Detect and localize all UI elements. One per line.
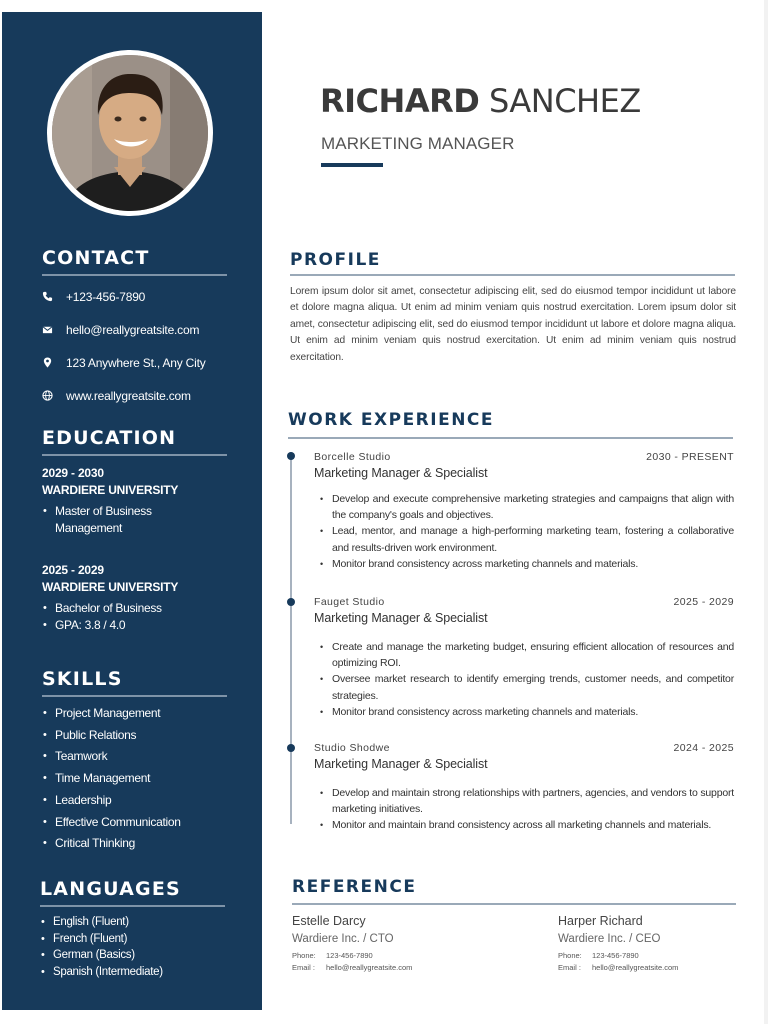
reference-name: Estelle Darcy [292,914,366,928]
reference-phone-label: Phone: [558,951,582,960]
profile-text: Lorem ipsum dolor sit amet, consectetur adipiscing elit, sed do eiusmod tempor incididunt ut labore et dolore magna aliqua. Ut enim ad minim veniam quis nostrud exercitation. Lorem ipsum dolor sit amet, consectetur adipiscing elit, sed do eiusmod tempor incididunt ut labore et dolore magna aliqua. Ut enim ad minim veniam quis nostrud exercitation. Ut enim ad minim veniam quis nostrud exercitation. [290,286,736,363]
education-section [42,427,227,634]
reference-email-value: hello@reallygreatsite.com [326,963,413,972]
skill-item: • Project Management [42,703,227,725]
reference-card [292,914,492,972]
skills-heading: SKILLS [42,668,123,690]
profile-divider [290,274,735,276]
reference-email [292,963,492,972]
timeline-dot [287,598,295,606]
job-entry [314,742,734,834]
skill-item: • Critical Thinking [42,833,227,855]
job-bullet: • Develop and maintain strong relationships with partners, agencies, and vendors to support marketing initiatives. [314,785,734,817]
location-pin-icon [42,357,66,368]
job-bullet: • Monitor brand consistency across marketing channels and materials. [314,556,734,572]
reference-phone [558,951,758,960]
education-entry [42,465,227,537]
skill-item: • Time Management [42,768,227,790]
education-item: • Master of Business Management [42,503,162,537]
person-name [320,82,641,120]
skill-item: • Teamwork [42,746,227,768]
job-bullet: • Develop and execute comprehensive marketing strategies and campaigns that align with the company's goals and objectives. [314,491,734,523]
language-item: • Spanish (Intermediate) [40,964,225,981]
globe-icon [42,390,66,401]
education-years: 2029 - 2030 [42,466,104,480]
job-bullet: • Lead, mentor, and manage a high-performing marketing team, fostering a collaborative and results-driven work environment. [314,523,734,555]
skill-item: • Leadership [42,790,227,812]
reference-email [558,963,758,972]
skills-divider [42,695,227,697]
skill-item: • Effective Communication [42,812,227,834]
job-title: Marketing Manager & Specialist [314,611,488,625]
timeline-dot [287,452,295,460]
contact-address [42,346,227,379]
reference-email-value: hello@reallygreatsite.com [592,963,679,972]
sidebar [2,12,262,1010]
education-school: WARDIERE UNIVERSITY [42,483,179,497]
contact-email-text: hello@reallygreatsite.com [66,322,200,337]
first-name: RICHARD [320,82,480,120]
skills-section [42,668,227,855]
page-top-margin [0,0,768,12]
job-company: Borcelle Studio [314,451,391,463]
language-item: • French (Fluent) [40,931,225,948]
languages-heading: LANGUAGES [40,878,181,900]
reference-company: Wardiere Inc. / CTO [292,933,394,945]
email-icon [42,324,66,335]
reference-email-label: Email : [292,963,315,972]
job-period: 2025 - 2029 [673,596,734,608]
reference-phone [292,951,492,960]
job-bullet: • Create and manage the marketing budget, ensuring efficient allocation of resources and optimizing ROI. [314,639,734,671]
portrait-image [52,55,208,211]
job-role: MARKETING MANAGER [321,134,515,153]
profile-heading: PROFILE [290,250,381,270]
skill-item: • Public Relations [42,725,227,747]
reference-divider [292,903,736,905]
contact-phone-text: +123-456-7890 [66,289,146,304]
header-accent-bar [321,163,383,167]
education-item: • GPA: 3.8 / 4.0 [42,617,227,634]
job-title: Marketing Manager & Specialist [314,757,488,771]
profile-photo [52,55,208,211]
job-entry [314,596,734,720]
education-school: WARDIERE UNIVERSITY [42,580,179,594]
job-entry [314,451,734,572]
phone-icon [42,291,66,302]
reference-card [558,914,758,972]
education-years: 2025 - 2029 [42,563,104,577]
reference-name: Harper Richard [558,914,643,928]
work-experience-heading: WORK EXPERIENCE [288,410,495,430]
education-item: • Bachelor of Business [42,600,227,617]
job-title: Marketing Manager & Specialist [314,466,488,480]
job-company: Fauget Studio [314,596,385,608]
job-period: 2024 - 2025 [673,742,734,754]
reference-phone-value: 123-456-7890 [326,951,373,960]
contact-website [42,379,227,412]
contact-email [42,313,227,346]
work-experience-divider [288,437,733,439]
contact-heading: CONTACT [42,247,150,269]
last-name: SANCHEZ [488,82,641,120]
contact-address-text: 123 Anywhere St., Any City [66,355,206,370]
job-bullet: • Monitor brand consistency across marketing channels and materials. [314,704,734,720]
language-item: • English (Fluent) [40,914,225,931]
contact-divider [42,274,227,276]
reference-company: Wardiere Inc. / CEO [558,933,661,945]
education-heading: EDUCATION [42,427,177,449]
languages-section [40,878,225,980]
education-divider [42,454,227,456]
job-bullet: • Monitor and maintain brand consistency across all marketing channels and materials. [314,817,734,833]
reference-heading: REFERENCE [292,877,417,897]
page-edge [764,0,768,1024]
timeline-line [290,452,292,824]
reference-phone-value: 123-456-7890 [592,951,639,960]
job-period: 2030 - PRESENT [646,451,734,463]
language-item: • German (Basics) [40,947,225,964]
job-company: Studio Shodwe [314,742,390,754]
contact-website-text: www.reallygreatsite.com [66,388,191,403]
profile-photo-frame [47,50,213,216]
contact-phone [42,280,227,313]
education-entry [42,562,227,634]
languages-divider [40,905,225,907]
contact-section [42,247,227,412]
timeline-dot [287,744,295,752]
reference-phone-label: Phone: [292,951,316,960]
reference-email-label: Email : [558,963,581,972]
job-bullet: • Oversee market research to identify emerging trends, customer needs, and competitor strategies. [314,671,734,703]
